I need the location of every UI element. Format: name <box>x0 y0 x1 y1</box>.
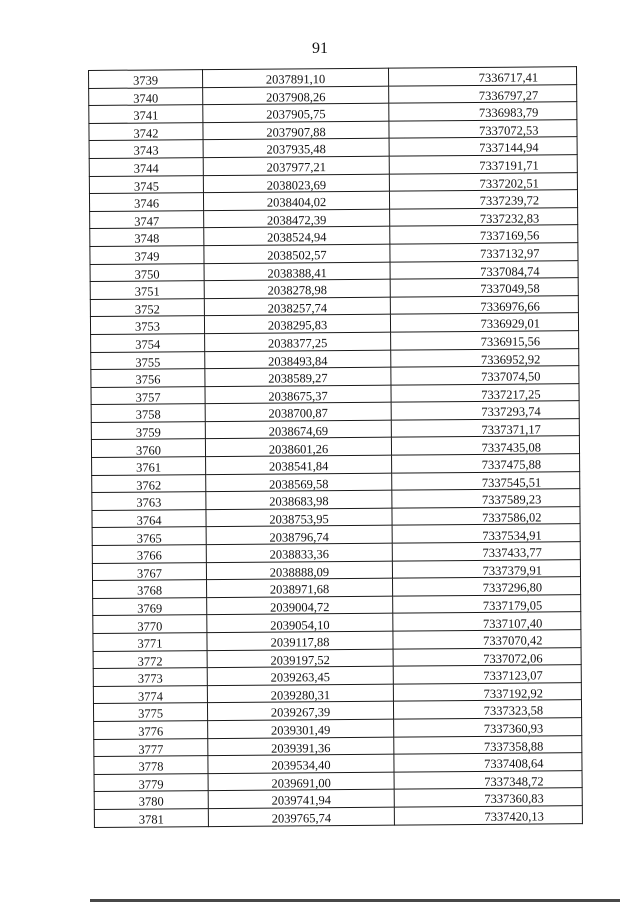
x-coordinate-cell: 2039267,39 <box>207 701 393 720</box>
point-number-cell: 3761 <box>92 457 206 475</box>
y-coordinate-cell: 7337179,05 <box>393 594 581 613</box>
x-coordinate-cell: 2038796,74 <box>206 526 392 545</box>
y-coordinate-cell: 7337070,42 <box>393 630 581 649</box>
x-coordinate-cell: 2039741,94 <box>208 789 394 808</box>
x-coordinate-cell: 2038674,69 <box>205 420 391 439</box>
x-coordinate-cell: 2037977,21 <box>203 156 389 175</box>
x-coordinate-cell: 2038502,57 <box>204 244 390 263</box>
y-coordinate-cell: 7337360,93 <box>394 718 582 737</box>
y-coordinate-cell: 7337049,58 <box>390 278 578 297</box>
x-coordinate-cell: 2039301,49 <box>208 719 394 738</box>
y-coordinate-cell: 7336976,66 <box>390 295 578 314</box>
x-coordinate-cell: 2038295,83 <box>204 314 390 333</box>
x-coordinate-cell: 2038753,95 <box>206 508 392 527</box>
scan-edge-line <box>90 899 620 902</box>
y-coordinate-cell: 7337239,72 <box>389 190 577 209</box>
y-coordinate-cell: 7337217,25 <box>391 383 579 402</box>
point-number-cell: 3749 <box>90 246 204 264</box>
x-coordinate-cell: 2038493,84 <box>205 350 391 369</box>
coordinates-table-wrapper <box>88 66 583 827</box>
y-coordinate-cell: 7337408,64 <box>394 753 582 772</box>
x-coordinate-cell: 2038601,26 <box>205 438 391 457</box>
point-number-cell: 3764 <box>92 509 206 527</box>
page-number: 91 <box>312 40 328 57</box>
x-coordinate-cell: 2039280,31 <box>207 684 393 703</box>
point-number-cell: 3754 <box>91 333 205 351</box>
y-coordinate-cell: 7337072,53 <box>389 119 577 138</box>
point-number-cell: 3752 <box>90 298 204 316</box>
x-coordinate-cell: 2038675,37 <box>205 385 391 404</box>
point-number-cell: 3774 <box>93 685 207 703</box>
point-number-cell: 3748 <box>90 228 204 246</box>
point-number-cell: 3766 <box>92 545 206 563</box>
point-number-cell: 3772 <box>93 650 207 668</box>
y-coordinate-cell: 7337433,77 <box>392 542 580 561</box>
point-number-cell: 3747 <box>90 210 204 228</box>
y-coordinate-cell: 7336929,01 <box>390 313 578 332</box>
x-coordinate-cell: 2038971,68 <box>207 578 393 597</box>
y-coordinate-cell: 7337123,07 <box>393 665 581 684</box>
x-coordinate-cell: 2038257,74 <box>204 297 390 316</box>
y-coordinate-cell: 7337144,94 <box>389 137 577 156</box>
y-coordinate-cell: 7337371,17 <box>391 419 579 438</box>
y-coordinate-cell: 7337191,71 <box>389 155 577 174</box>
y-coordinate-cell: 7337202,51 <box>389 172 577 191</box>
x-coordinate-cell: 2039197,52 <box>207 649 393 668</box>
point-number-cell: 3751 <box>90 281 204 299</box>
y-coordinate-cell: 7336797,27 <box>389 84 577 103</box>
point-number-cell: 3776 <box>94 721 208 739</box>
y-coordinate-cell: 7337072,06 <box>393 647 581 666</box>
x-coordinate-cell: 2038472,39 <box>204 209 390 228</box>
point-number-cell: 3780 <box>94 791 208 809</box>
x-coordinate-cell: 2038524,94 <box>204 226 390 245</box>
y-coordinate-cell: 7337475,88 <box>392 454 580 473</box>
x-coordinate-cell: 2037935,48 <box>203 139 389 158</box>
x-coordinate-cell: 2038541,84 <box>206 455 392 474</box>
y-coordinate-cell: 7337420,13 <box>394 806 582 825</box>
x-coordinate-cell: 2038377,25 <box>205 332 391 351</box>
x-coordinate-cell: 2038569,58 <box>206 473 392 492</box>
y-coordinate-cell: 7337107,40 <box>393 612 581 631</box>
x-coordinate-cell: 2038683,98 <box>206 490 392 509</box>
point-number-cell: 3757 <box>91 386 205 404</box>
x-coordinate-cell: 2039691,00 <box>208 772 394 791</box>
x-coordinate-cell: 2039054,10 <box>207 614 393 633</box>
coordinates-table <box>88 66 583 827</box>
y-coordinate-cell: 7336717,41 <box>388 67 576 86</box>
point-number-cell: 3758 <box>91 404 205 422</box>
x-coordinate-cell: 2038700,87 <box>205 402 391 421</box>
point-number-cell: 3763 <box>92 492 206 510</box>
point-number-cell: 3773 <box>93 668 207 686</box>
point-number-cell: 3767 <box>92 562 206 580</box>
point-number-cell: 3759 <box>91 421 205 439</box>
x-coordinate-cell: 2039263,45 <box>207 666 393 685</box>
x-coordinate-cell: 2038888,09 <box>206 561 392 580</box>
point-number-cell: 3739 <box>89 70 203 88</box>
point-number-cell: 3755 <box>91 351 205 369</box>
y-coordinate-cell: 7337348,72 <box>394 770 582 789</box>
x-coordinate-cell: 2039391,36 <box>208 737 394 756</box>
x-coordinate-cell: 2038023,69 <box>203 174 389 193</box>
x-coordinate-cell: 2038278,98 <box>204 279 390 298</box>
y-coordinate-cell: 7337545,51 <box>392 471 580 490</box>
x-coordinate-cell: 2039534,40 <box>208 754 394 773</box>
y-coordinate-cell: 7337534,91 <box>392 524 580 543</box>
y-coordinate-cell: 7337074,50 <box>391 366 579 385</box>
coordinates-table-body <box>89 67 583 827</box>
y-coordinate-cell: 7337084,74 <box>390 260 578 279</box>
point-number-cell: 3753 <box>90 316 204 334</box>
point-number-cell: 3762 <box>92 474 206 492</box>
point-number-cell: 3745 <box>89 175 203 193</box>
point-number-cell: 3779 <box>94 773 208 791</box>
y-coordinate-cell: 7337192,92 <box>393 682 581 701</box>
x-coordinate-cell: 2038404,02 <box>203 191 389 210</box>
x-coordinate-cell: 2037905,75 <box>203 103 389 122</box>
y-coordinate-cell: 7337169,56 <box>390 225 578 244</box>
table-row <box>94 806 582 827</box>
point-number-cell: 3769 <box>93 597 207 615</box>
x-coordinate-cell: 2039117,88 <box>207 631 393 650</box>
point-number-cell: 3741 <box>89 105 203 123</box>
x-coordinate-cell: 2039004,72 <box>207 596 393 615</box>
point-number-cell: 3781 <box>94 809 208 827</box>
point-number-cell: 3778 <box>94 756 208 774</box>
y-coordinate-cell: 7336952,92 <box>391 348 579 367</box>
point-number-cell: 3765 <box>92 527 206 545</box>
point-number-cell: 3742 <box>89 122 203 140</box>
x-coordinate-cell: 2039765,74 <box>208 807 394 826</box>
y-coordinate-cell: 7337435,08 <box>391 436 579 455</box>
x-coordinate-cell: 2038388,41 <box>204 262 390 281</box>
point-number-cell: 3777 <box>94 738 208 756</box>
point-number-cell: 3756 <box>91 369 205 387</box>
y-coordinate-cell: 7337589,23 <box>392 489 580 508</box>
y-coordinate-cell: 7337379,91 <box>392 559 580 578</box>
x-coordinate-cell: 2037891,10 <box>203 68 389 87</box>
point-number-cell: 3771 <box>93 633 207 651</box>
y-coordinate-cell: 7336915,56 <box>391 331 579 350</box>
point-number-cell: 3740 <box>89 87 203 105</box>
point-number-cell: 3750 <box>90 263 204 281</box>
point-number-cell: 3770 <box>93 615 207 633</box>
y-coordinate-cell: 7336983,79 <box>389 102 577 121</box>
y-coordinate-cell: 7337360,83 <box>394 788 582 807</box>
y-coordinate-cell: 7337323,58 <box>393 700 581 719</box>
y-coordinate-cell: 7337296,80 <box>393 577 581 596</box>
x-coordinate-cell: 2038589,27 <box>205 367 391 386</box>
point-number-cell: 3760 <box>91 439 205 457</box>
x-coordinate-cell: 2038833,36 <box>206 543 392 562</box>
point-number-cell: 3746 <box>89 193 203 211</box>
y-coordinate-cell: 7337232,83 <box>390 207 578 226</box>
point-number-cell: 3768 <box>93 580 207 598</box>
y-coordinate-cell: 7337358,88 <box>394 735 582 754</box>
y-coordinate-cell: 7337293,74 <box>391 401 579 420</box>
y-coordinate-cell: 7337132,97 <box>390 243 578 262</box>
point-number-cell: 3775 <box>93 703 207 721</box>
y-coordinate-cell: 7337586,02 <box>392 506 580 525</box>
x-coordinate-cell: 2037908,26 <box>203 86 389 105</box>
point-number-cell: 3743 <box>89 140 203 158</box>
x-coordinate-cell: 2037907,88 <box>203 121 389 140</box>
point-number-cell: 3744 <box>89 158 203 176</box>
